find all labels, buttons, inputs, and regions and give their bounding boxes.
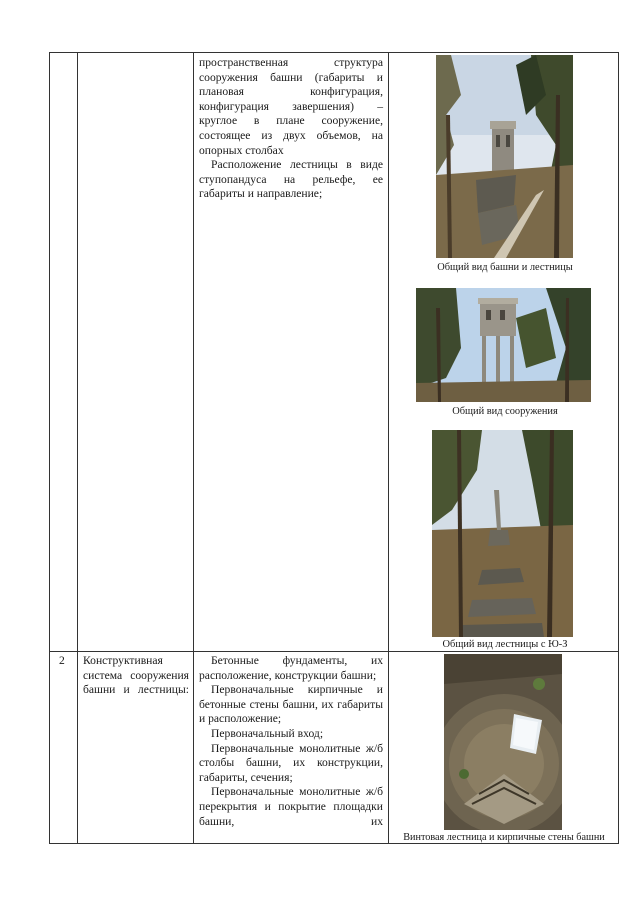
table-border-left [49,52,50,844]
spiral-stair-photo [444,654,562,830]
table-border-col1 [77,52,78,844]
photo-caption: Общий вид сооружения [452,406,558,417]
table-row-divider [49,651,619,652]
table-border-top [49,52,619,53]
row2-item: Первоначальные монолитные ж/б перекрытия и покрытие площадки башни, их [199,785,383,828]
row2-description [199,654,383,829]
table-border-col3 [388,52,389,844]
row1-paragraph: пространственная структура сооружения башни (габариты и плановая конфигурация, конфигурация завершения) – круглое в плане сооружение, состоящее из двух объемов, на опорных столбах [199,56,383,157]
photo-caption: Общий вид лестницы с Ю-З [442,639,568,650]
tower-structure-photo [416,288,591,402]
table-border-right [618,52,619,844]
tower-and-stairs-photo [436,55,573,258]
row2-item: Первоначальные кирпичные и бетонные стены башни, их габариты и расположение; [199,683,383,726]
row1-paragraph: Расположение лестницы в виде ступопандуса на рельефе, ее габариты и направление; [199,158,383,201]
row1-description [199,56,383,202]
row2-title-text: Конструктивная система сооружения башни и лестницы: [83,654,189,697]
stairs-from-sw-photo [432,430,573,637]
row2-item: Первоначальные монолитные ж/б столбы башни, их конструкции, габариты, сечения; [199,741,383,784]
photo-caption: Винтовая лестница и кирпичные стены башни [403,832,605,843]
row-number: 2 [59,654,65,667]
row2-item: Первоначальный вход; [211,726,324,740]
row2-title [83,654,189,698]
table-border-bottom [49,843,619,844]
row2-item: Бетонные фундаменты, их расположение, конструкции башни; [199,654,383,682]
photo-caption: Общий вид башни и лестницы [437,262,573,273]
table-border-col2 [193,52,194,844]
